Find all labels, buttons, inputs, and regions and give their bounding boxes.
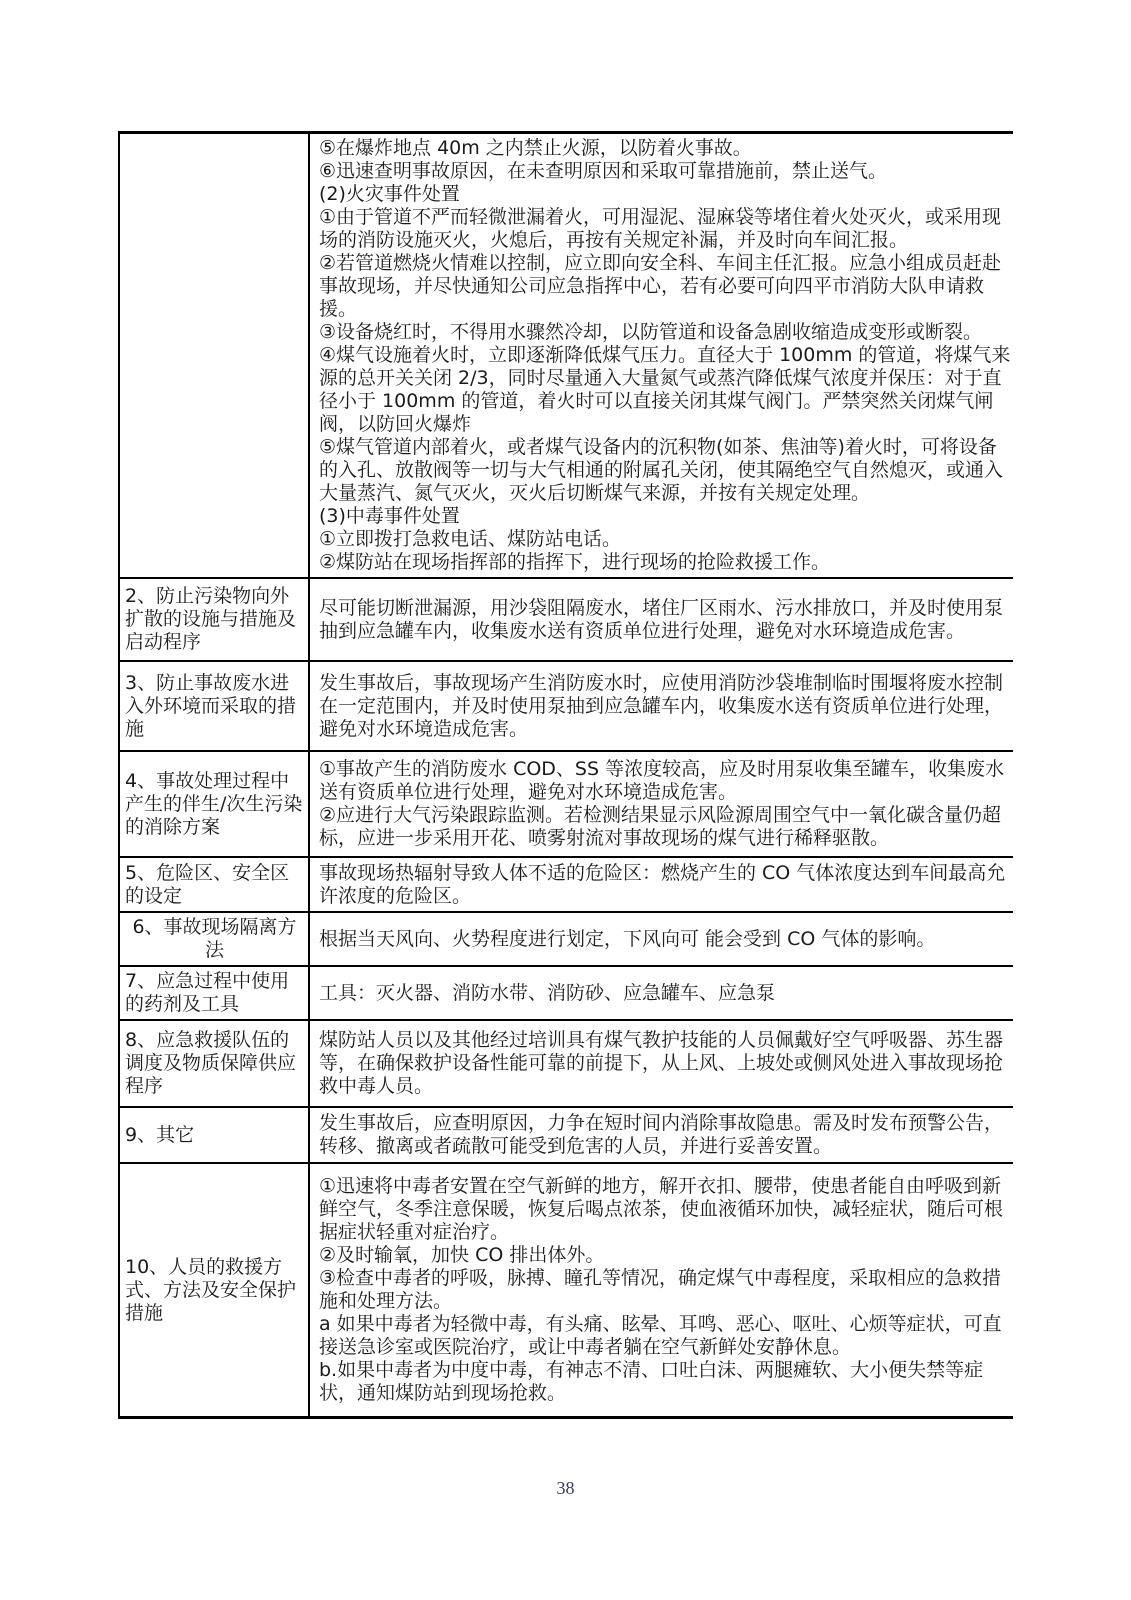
table-row (120, 965, 1013, 1019)
paragraph: 发生事故后，事故现场产生消防废水时，应使用消防沙袋堆制临时围堰将废水控制在一定范围内，并及时使用泵抽到应急罐车内，收集废水送有资质单位进行处理，避免对水环境造成危害。 (319, 671, 1004, 740)
table-row (120, 1106, 1013, 1162)
paragraph: ④煤气设施着火时，立即逐渐降低煤气压力。直径大于 100mm 的管道，将煤气来源的总开关关闭 2/3，同时尽量通入大量氮气或蒸汽降低煤气浓度并保压：对于直径小于 100mm 的管道，着火时可以直接关闭其煤气阀门。严禁突然关闭煤气闸阀，以防回火爆炸 (319, 344, 1011, 435)
paragraph: (3)中毒事件处置 (319, 505, 460, 527)
row-label-cell (120, 1021, 310, 1106)
row-content-cell (310, 1164, 1013, 1416)
paragraph: ⑤在爆炸地点 40m 之内禁止火源，以防着火事故。 (319, 137, 752, 159)
row-content-cell (310, 752, 1013, 856)
table-row (120, 856, 1013, 911)
row-label-cell (120, 579, 310, 660)
paragraph: ②若管道燃烧火情难以控制，应立即向安全科、车间主任汇报。应急小组成员赶赴事故现场，并尽快通知公司应急指挥中心，若有必要可向四平市消防大队申请救援。 (319, 252, 1002, 320)
paragraph: 尽可能切断泄漏源，用沙袋阻隔废水，堵住厂区雨水、污水排放口，并及时使用泵抽到应急罐车内，收集废水送有资质单位进行处理，避免对水环境造成危害。 (319, 596, 1004, 642)
row-label: 7、应急过程中使用的药剂及工具 (125, 970, 290, 1015)
row-label: 9、其它 (125, 1123, 195, 1146)
row-label-cell (120, 967, 310, 1019)
paragraph: 工具：灭火器、消防水带、消防砂、应急罐车、应急泵 (319, 981, 776, 1004)
row-content-cell (310, 1021, 1013, 1106)
paragraph: ②煤防站在现场指挥部的指挥下，进行现场的抢险救援工作。 (319, 551, 831, 573)
row-content-cell (310, 858, 1013, 911)
paragraph: a 如果中毒者为轻微中毒，有头痛、眩晕、耳鸣、恶心、呕吐、心烦等症状，可直接送急诊室或医院治疗，或让中毒者躺在空气新鲜处安静休息。 (319, 1313, 1002, 1358)
row-content-cell (310, 967, 1013, 1019)
row-label: 8、应急救援队伍的调度及物质保障供应程序 (125, 1029, 297, 1097)
row-label: 5、危险区、安全区的设定 (125, 861, 290, 907)
table-row (120, 660, 1013, 750)
paragraph: ①迅速将中毒者安置在空气新鲜的地方，解开衣扣、腰带，使患者能自由呼吸到新鲜空气，冬季注意保暖，恢复后喝点浓茶，使血液循环加快，减轻症状，随后可根据症状轻重对症治疗。 (319, 1175, 1004, 1243)
paragraph: b.如果中毒者为中度中毒，有神志不清、口吐白沫、两腿瘫软、大小便失禁等症状，通知煤防站到现场抢救。 (319, 1359, 984, 1404)
row-label: 4、事故处理过程中产生的伴生/次生污染的消除方案 (125, 769, 303, 838)
paragraph: ①事故产生的消防废水 COD、SS 等浓度较高，应及时用泵收集至罐车，收集废水送有资质单位进行处理，避免对水环境造成危害。 (319, 758, 1005, 803)
table-row (120, 577, 1013, 660)
row-label-cell (120, 1164, 310, 1416)
row-content-cell (310, 913, 1013, 965)
row-content-cell (310, 579, 1013, 660)
row-label-cell (120, 752, 310, 856)
paragraph: ⑤煤气管道内部着火，或者煤气设备内的沉积物(如茶、焦油等)着火时，可将设备的入孔、放散阀等一切与大气相通的附属孔关闭，使其隔绝空气自然熄灭，或通入大量蒸汽、氮气灭火，灭火后切断煤气来源，并按有关规定处理。 (319, 436, 1004, 504)
page-number: 38 (556, 1478, 575, 1498)
paragraph: ②及时输氧，加快 CO 排出体外。 (319, 1244, 605, 1266)
paragraph: (2)火灾事件处置 (319, 183, 460, 205)
table-row (120, 134, 1013, 577)
table-row (120, 911, 1013, 965)
row-content-cell (310, 662, 1013, 750)
row-content-cell (310, 1108, 1013, 1162)
row-label-cell (120, 134, 310, 577)
paragraph: ①由于管道不严而轻微泄漏着火，可用湿泥、湿麻袋等堵住着火处灭火，或采用现场的消防设施灭火，火熄后，再按有关规定补漏，并及时向车间汇报。 (319, 206, 1002, 251)
paragraph: 事故现场热辐射导致人体不适的危险区：燃烧产生的 CO 气体浓度达到车间最高允许浓度的危险区。 (319, 861, 1006, 907)
emergency-response-table (118, 131, 1013, 1419)
row-label: 10、人员的救援方式、方法及安全保护措施 (125, 1255, 297, 1324)
table-row (120, 1162, 1013, 1416)
row-content-cell (310, 134, 1013, 577)
row-label-cell (120, 662, 310, 750)
paragraph: 煤防站人员以及其他经过培训具有煤气教护技能的人员佩戴好空气呼吸器、苏生器等，在确保救护设备性能可靠的前提下，从上风、上坡处或侧风处进入事故现场抢救中毒人员。 (319, 1029, 1004, 1097)
paragraph: 根据当天风向、火势程度进行划定，下风向可 能会受到 CO 气体的影响。 (319, 927, 936, 950)
paragraph: ③检查中毒者的呼吸，脉搏、瞳孔等情况，确定煤气中毒程度，采取相应的急救措施和处理方法。 (319, 1267, 1002, 1312)
row-label-cell (120, 858, 310, 911)
paragraph: ①立即拨打急救电话、煤防站电话。 (319, 528, 622, 550)
row-label-cell (120, 913, 310, 965)
row-label: 6、事故现场隔离方法 (132, 916, 297, 961)
row-label-cell (120, 1108, 310, 1162)
paragraph: ③设备烧红时，不得用水骤然冷却，以防管道和设备急剧收缩造成变形或断裂。 (319, 321, 983, 343)
table-row (120, 750, 1013, 856)
row-label: 2、防止污染物向外扩散的设施与措施及启动程序 (125, 585, 297, 653)
row-label: 3、防止事故废水进入外环境而采取的措施 (125, 671, 297, 740)
table-row (120, 1019, 1013, 1106)
paragraph: ②应进行大气污染跟踪监测。若检测结果显示风险源周围空气中一氧化碳含量仍超标，应进一步采用开花、喷雾射流对事故现场的煤气进行稀释驱散。 (319, 804, 1002, 849)
paragraph: ⑥迅速查明事故原因，在未查明原因和采取可靠措施前，禁止送气。 (319, 160, 888, 182)
paragraph: 发生事故后，应查明原因，力争在短时间内消除事故隐患。需及时发布预警公告，转移、撤离或者疏散可能受到危害的人员，并进行妥善安置。 (319, 1112, 1004, 1157)
